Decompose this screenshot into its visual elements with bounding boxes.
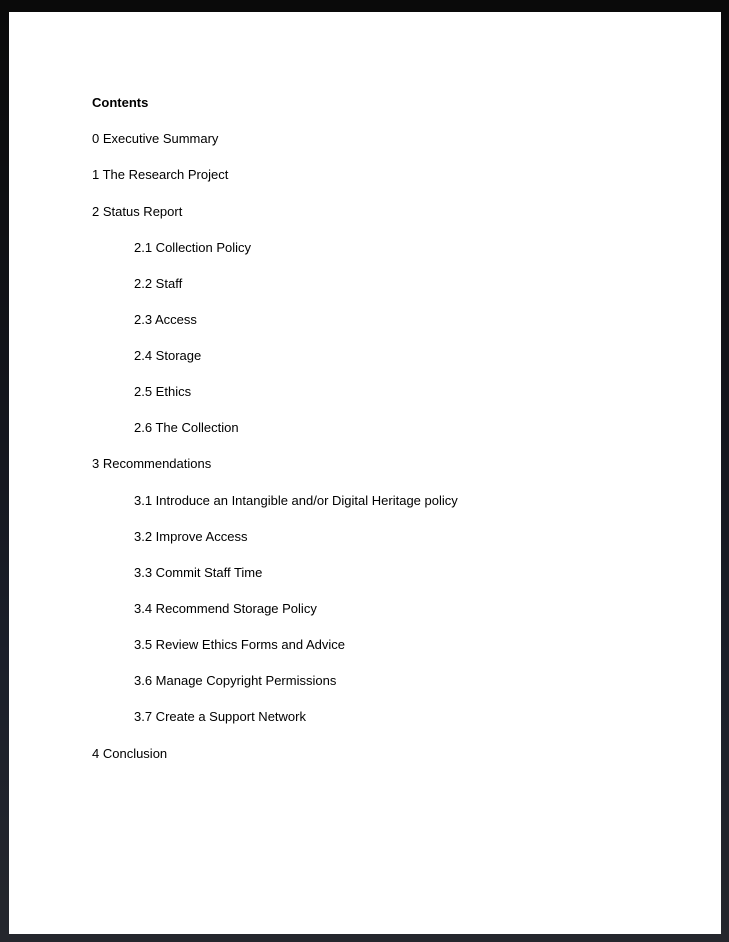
toc-entry-recommendations: 3 Recommendations: [92, 456, 212, 471]
toc-entry-status-report: 2 Status Report: [92, 204, 183, 219]
contents-heading: Contents: [92, 95, 149, 110]
toc-entry-storage: 2.4 Storage: [134, 348, 202, 363]
toc-entry-copyright-permissions: 3.6 Manage Copyright Permissions: [134, 673, 337, 688]
table-of-contents: [9, 12, 721, 934]
toc-entry-executive-summary: 0 Executive Summary: [92, 131, 219, 146]
toc-entry-conclusion: 4 Conclusion: [92, 746, 168, 761]
toc-entry-collection-policy: 2.1 Collection Policy: [134, 240, 252, 255]
toc-entry-staff: 2.2 Staff: [134, 276, 183, 291]
document-page: [9, 12, 721, 934]
toc-entry-research-project: 1 The Research Project: [92, 167, 229, 182]
toc-entry-ethics: 2.5 Ethics: [134, 384, 192, 399]
toc-entry-ethics-forms: 3.5 Review Ethics Forms and Advice: [134, 637, 345, 652]
toc-entry-access: 2.3 Access: [134, 312, 197, 327]
toc-entry-heritage-policy: 3.1 Introduce an Intangible and/or Digital Heritage policy: [134, 493, 458, 508]
toc-entry-storage-policy: 3.4 Recommend Storage Policy: [134, 601, 317, 616]
toc-entry-support-network: 3.7 Create a Support Network: [134, 709, 306, 724]
toc-entry-improve-access: 3.2 Improve Access: [134, 529, 248, 544]
toc-entry-commit-staff-time: 3.3 Commit Staff Time: [134, 565, 263, 580]
toc-entry-the-collection: 2.6 The Collection: [134, 420, 239, 435]
